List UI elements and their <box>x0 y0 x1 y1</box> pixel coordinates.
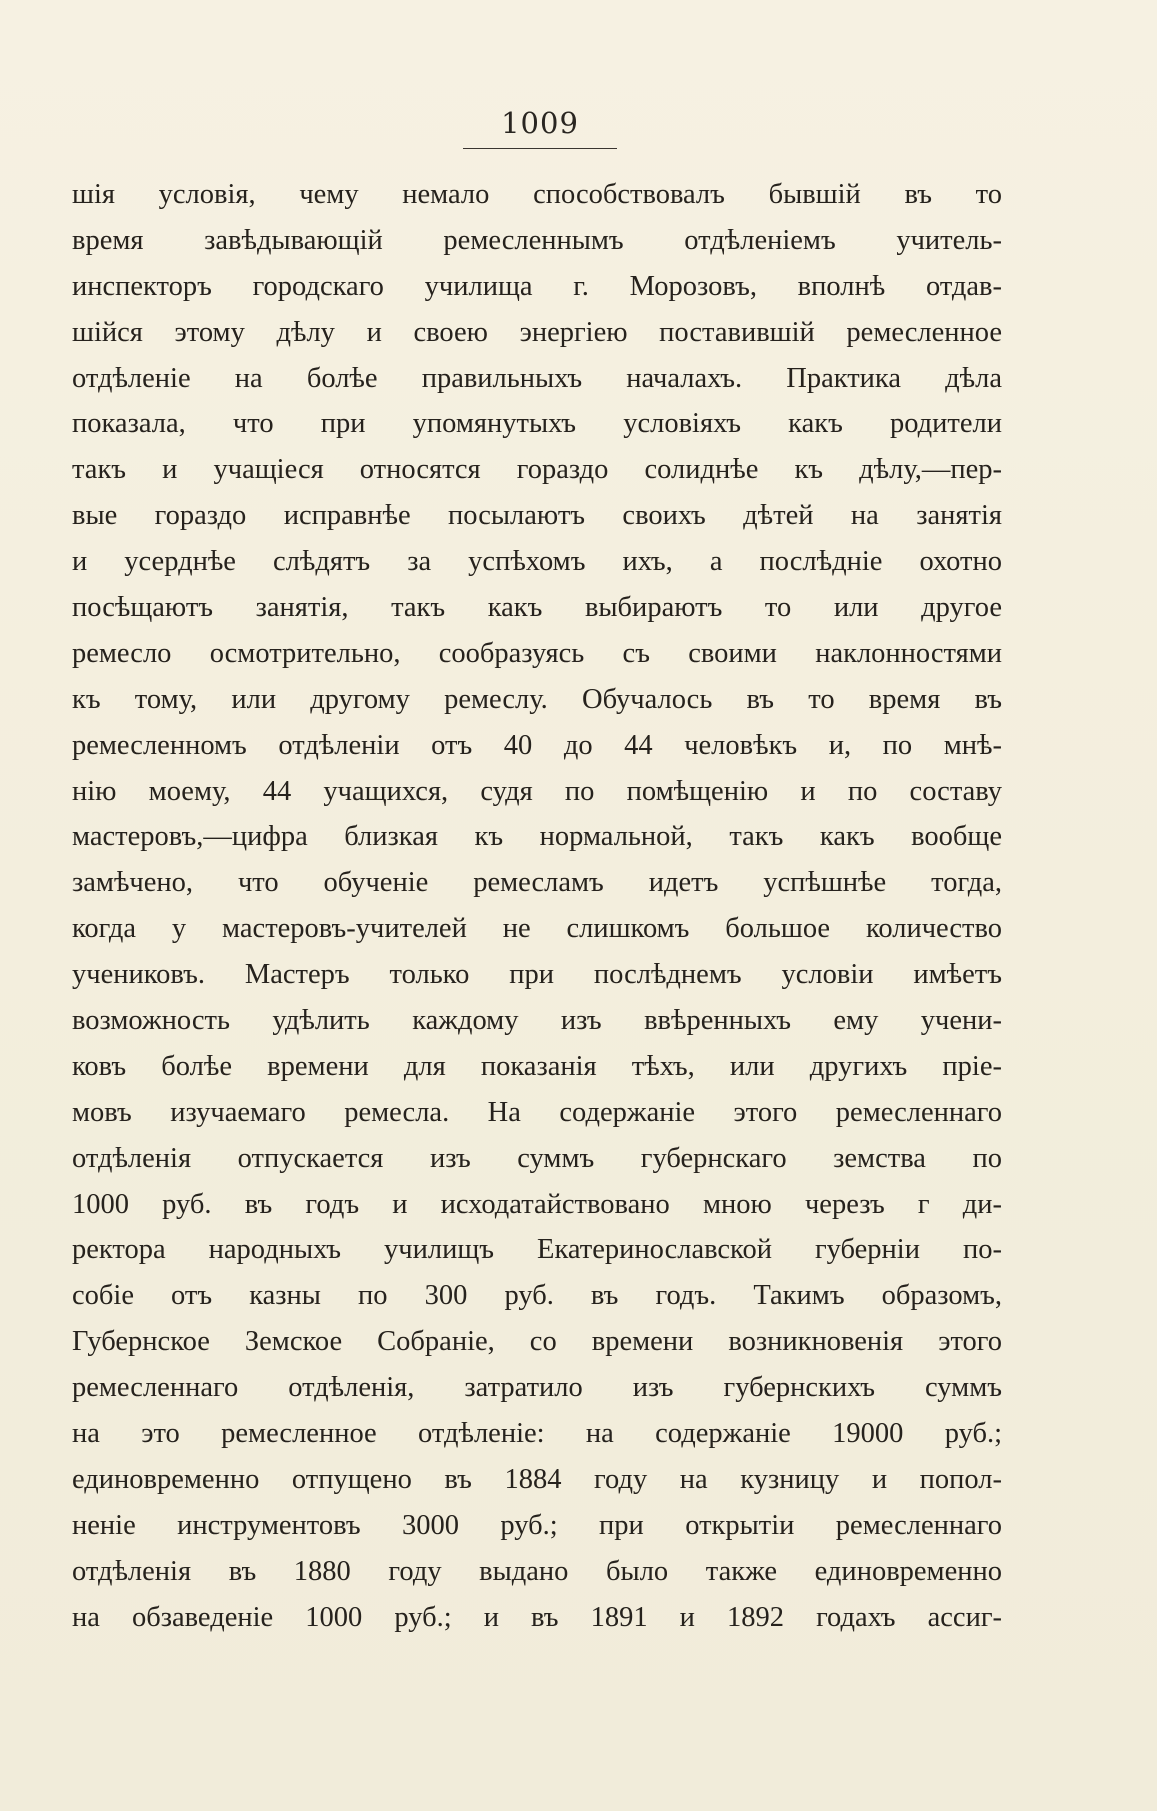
text-line: отдѣленіе на болѣе правильныхъ началахъ. Практика дѣла <box>72 362 1002 394</box>
text-line: возможность удѣлить каждому изъ ввѣренныхъ ему учени- <box>72 1005 1002 1037</box>
text-line: ректора народныхъ училищъ Екатеринославской губерніи по- <box>72 1234 1002 1266</box>
text-line: время завѣдывающій ремесленнымъ отдѣленіемъ учитель- <box>72 224 1002 256</box>
text-line: когда у мастеровъ-учителей не слишкомъ большое количество <box>72 913 1002 945</box>
text-line: ковъ болѣе времени для показанія тѣхъ, или другихъ пріе- <box>72 1050 1002 1082</box>
text-line: нію моему, 44 учащихся, судя по помѣщенію и по составу <box>72 775 1002 807</box>
text-line: отдѣленія въ 1880 году выдано было также единовременно <box>72 1555 1002 1587</box>
text-line: шія условія, чему немало способствовалъ бывшій въ то <box>72 179 1002 210</box>
text-line: учениковъ. Мастеръ только при послѣднемъ условіи имѣетъ <box>72 959 1002 991</box>
text-line: мастеровъ,—цифра близкая къ нормальной, такъ какъ вообще <box>72 821 1002 853</box>
text-line: и усерднѣе слѣдятъ за успѣхомъ ихъ, а послѣдніе охотно <box>72 546 1002 578</box>
text-line: ремесленнаго отдѣленія, затратило изъ губернскихъ суммъ <box>72 1372 1002 1404</box>
text-line: ремесло осмотрительно, сообразуясь съ своими наклонностями <box>72 637 1002 669</box>
text-line: такъ и учащіеся относятся гораздо солиднѣе къ дѣлу,—пер- <box>72 454 1002 486</box>
text-line: неніе инструментовъ 3000 руб.; при открытіи ремесленнаго <box>72 1509 1002 1541</box>
text-line: на обзаведеніе 1000 руб.; и въ 1891 и 1892 годахъ ассиг- <box>72 1601 1002 1633</box>
header-rule <box>463 148 617 149</box>
text-line: вые гораздо исправнѣе посылаютъ своихъ дѣтей на занятія <box>72 500 1002 532</box>
text-line: собіе отъ казны по 300 руб. въ годъ. Такимъ образомъ, <box>72 1280 1002 1312</box>
text-line: отдѣленія отпускается изъ суммъ губернскаго земства по <box>72 1142 1002 1174</box>
text-line: мовъ изучаемаго ремесла. На содержаніе этого ремесленнаго <box>72 1096 1002 1128</box>
text-line: 1000 руб. въ годъ и исходатайствовано мною черезъ г ди- <box>72 1188 1002 1220</box>
text-line: ремесленномъ отдѣленіи отъ 40 до 44 человѣкъ и, по мнѣ- <box>72 729 1002 761</box>
body-text <box>72 172 1002 1641</box>
text-line: замѣчено, что обученіе ремесламъ идетъ успѣшнѣе тогда, <box>72 867 1002 899</box>
page-number: 1009 <box>501 106 579 140</box>
text-line: Губернское Земское Собраніе, со времени возникновенія этого <box>72 1326 1002 1358</box>
text-line: инспекторъ городскаго училища г. Морозовъ, вполнѣ отдав- <box>72 270 1002 302</box>
text-line: посѣщаютъ занятія, такъ какъ выбираютъ то или другое <box>72 592 1002 624</box>
text-line: къ тому, или другому ремеслу. Обучалось въ то время въ <box>72 683 1002 715</box>
text-line: показала, что при упомянутыхъ условіяхъ какъ родители <box>72 408 1002 440</box>
text-line: единовременно отпущено въ 1884 году на кузницу и попол- <box>72 1463 1002 1495</box>
text-line: на это ремесленное отдѣленіе: на содержаніе 19000 руб.; <box>72 1418 1002 1450</box>
text-line: шійся этому дѣлу и своею энергіею поставившій ремесленное <box>72 316 1002 348</box>
